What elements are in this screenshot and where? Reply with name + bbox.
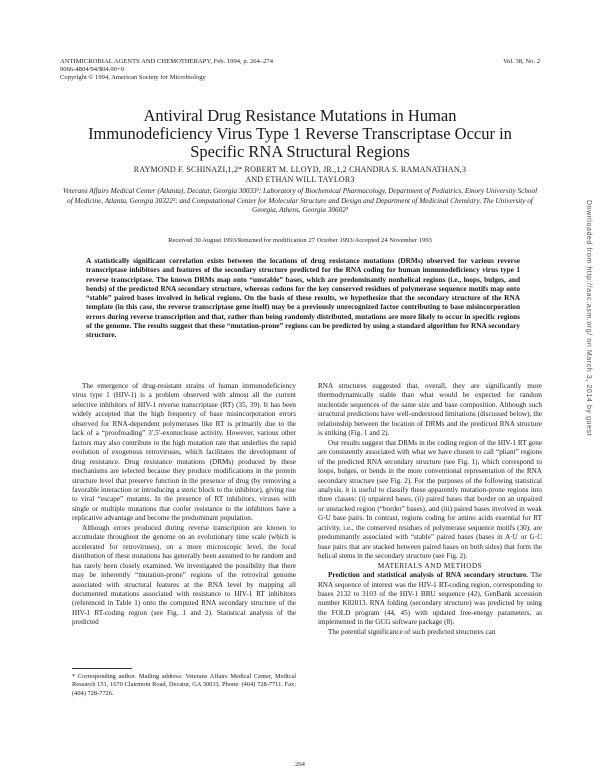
authors-line-1: RAYMOND F. SCHINAZI,1,2* ROBERT M. LLOYD, JR.,1,2 CHANDRA S. RAMANATHAN,3 [133, 165, 467, 174]
authors-line-2: AND ETHAN WILL TAYLOR3 [245, 175, 355, 184]
article-title: Antiviral Drug Resistance Mutations in Human Immunodeficiency Virus Type 1 Reverse Transcriptase Occur in Specific RNA Structural Regions [88, 106, 512, 161]
copyright: Copyright © 1994, American Society for Microbiology [60, 74, 206, 81]
issn: 0066-4804/94/$04.00+0 [60, 66, 124, 73]
side-watermark [582, 200, 594, 620]
body-paragraph [318, 571, 542, 628]
page-number: 264 [295, 761, 305, 768]
body-paragraph: Our results suggest that DRMs in the coding region of the HIV-1 RT gene are consistently associated with what we have chosen to call “pliant” regions of the predicted RNA secondary structure (see Fig. 1), which correspond to loops, bulges, or bends in the more conventional representation of the RNA secondary structure (see Fig. 2). For the purposes of the following statistical analysis, it is useful to classify these apparently mutation-prone regions into three classes: (i) unpaired bases, (ii) paired bases that border on an unpaired or unstacked region (“border” bases), and (iii) paired bases involved in weak G·U base pairs. In contrast, regions coding for amino acids essential for RT activity, i.e., the conserved residues of polymerase sequence motifs (30), are predominantly associated with “stable” paired bases (bases in A·U or G·C base pairs that are stacked between paired bases on both sides) that form the helical stems in the secondary structure (see Fig. 2). [318, 438, 542, 561]
received-dates: Received 30 August 1993/Returned for modification 27 October 1993/Accepted 24 November 1993 [168, 237, 432, 244]
column-left [72, 382, 296, 652]
subsection-heading: Prediction and statistical analysis of RNA secondary structure. [328, 571, 528, 580]
journal-citation: ANTIMICROBIAL AGENTS AND CHEMOTHERAPY, Feb. 1994, p. 264–274 [60, 58, 274, 65]
body-paragraph: Although errors produced during reverse transcription are known to accumulate throughout the genome on an evolutionary time scale (which is accelerated for retroviruses), on a more microscopic level, the local distribution of these mutations has generally been assumed to be random and has rarely been closely examined. We investigated the possibility that there may be inherently “mutation-prone” regions of the retroviral genome associated with structural features at the RNA level by mapping all documented mutations associated with resistance to HIV-1 RT inhibitors (referenced in Table 1) onto the computed RNA secondary structure of the HIV-1 RT-coding region (see Fig. 1 and 2). Statistical analysis of the predicted [72, 523, 296, 627]
section-heading: MATERIALS AND METHODS [377, 561, 483, 570]
corresponding-author-footnote: * Corresponding author. Mailing address: Veterans Affairs Medical Center, Medical Research 151, 1670 Clairmont Road, Decatur, GA 30033. Phone: (404) 728-7711. Fax: (404) 728-7726. [72, 673, 296, 697]
journal-info [60, 58, 380, 82]
download-stamp: Downloaded from http://aac.asm.org/ on March 3, 2014 by guest [585, 200, 592, 437]
body-paragraph: The potential significance of such predicted structures can [328, 627, 496, 636]
abstract: A statistically significant correlation exists between the locations of drug resistance mutations (DRMs) observed for various reverse transcriptase inhibitors and features of the secondary structure predicted for the RNA coding for human immunodeficiency virus type 1 reverse transcriptase. The known DRMs map onto “unstable” bases, which are predominantly nonhelical regions (i.e., loops, bulges, and bends) of the predicted RNA secondary structure, whereas codons for the key conserved residues of polymerase sequence motifs map onto “stable” paired bases involved in helical regions. On the basis of these results, we hypothesize that the secondary structure of the RNA template (in this case, the reverse transcriptase gene itself) may be a previously unrecognized factor contributing to base misincorporation errors during reverse transcription and that, rather than being randomly distributed, mutations are more likely to occur in specific regions of the genome. The results suggest that these “mutation-prone” regions can be predicted by using a standard algorithm for RNA secondary structure. [86, 256, 520, 340]
body-paragraph: RNA structures suggested that, overall, they are significantly more thermodynamically stable than what would be expected for random nucleotide sequences of the same size and base composition. Although such structural predictions have well-understood limitations (discussed below), the relationship between the location of DRMs and the predicted RNA structure is striking (Fig. 1 and 2). [318, 382, 542, 438]
affiliations: Veterans Affairs Medical Center (Atlanta), Decatur, Georgia 30033¹; Laboratory of Biochemical Pharmacology, Department of Pediatrics, Emory University School of Medicine, Atlanta, Georgia 30322²; and Computational Center for Molecular Structure and Design and Department of Medicinal Chemistry, The University of Georgia, Athens, Georgia 30602³ [62, 187, 538, 214]
author-list [60, 165, 540, 185]
body-paragraph: The emergence of drug-resistant strains of human immunodeficiency virus type 1 (HIV-1) is a problem observed with almost all the current selective inhibitors of HIV-1 reverse transcriptase (RT) (35, 39). It has been widely accepted that the high frequency of base misincorporation errors observed for RNA-dependent polymerases like RT is primarily due to the lack of a “proofreading” 3′,5′-exonuclease activity. However, various other factors may also contribute to the high mutation rate that underlies the rapid evolution of exogenous retroviruses, which facilitates the development of drug resistance. Drug resistance mutations (DRMs) produced by these mechanisms are selected because they produce modifications in the protein structure level that preserve function in the presence of drug (by removing a favorable interaction or introducing a steric block to the inhibitor), giving rise to viral “escape” mutants. In the presence of RT inhibitors, viruses with single or multiple mutations that confer resistance to the inhibitors have a replicative advantage and become the predominant population. [72, 382, 296, 523]
column-right [318, 382, 542, 637]
volume-issue: Vol. 38, No. 2 [503, 58, 540, 65]
footnote-rule [72, 668, 132, 669]
body-text: The RNA sequence of interest was the HIV-1 RT-coding region, corresponding to bases 2132 to 3103 of the HIV-1 BRU sequence (42), GenBank accession number K02013. RNA folding (secondary structure) was predicted by using the FOLD program (44, 45) with updated free-energy parameters, as implemented in the GCG software package (8). [318, 571, 542, 627]
